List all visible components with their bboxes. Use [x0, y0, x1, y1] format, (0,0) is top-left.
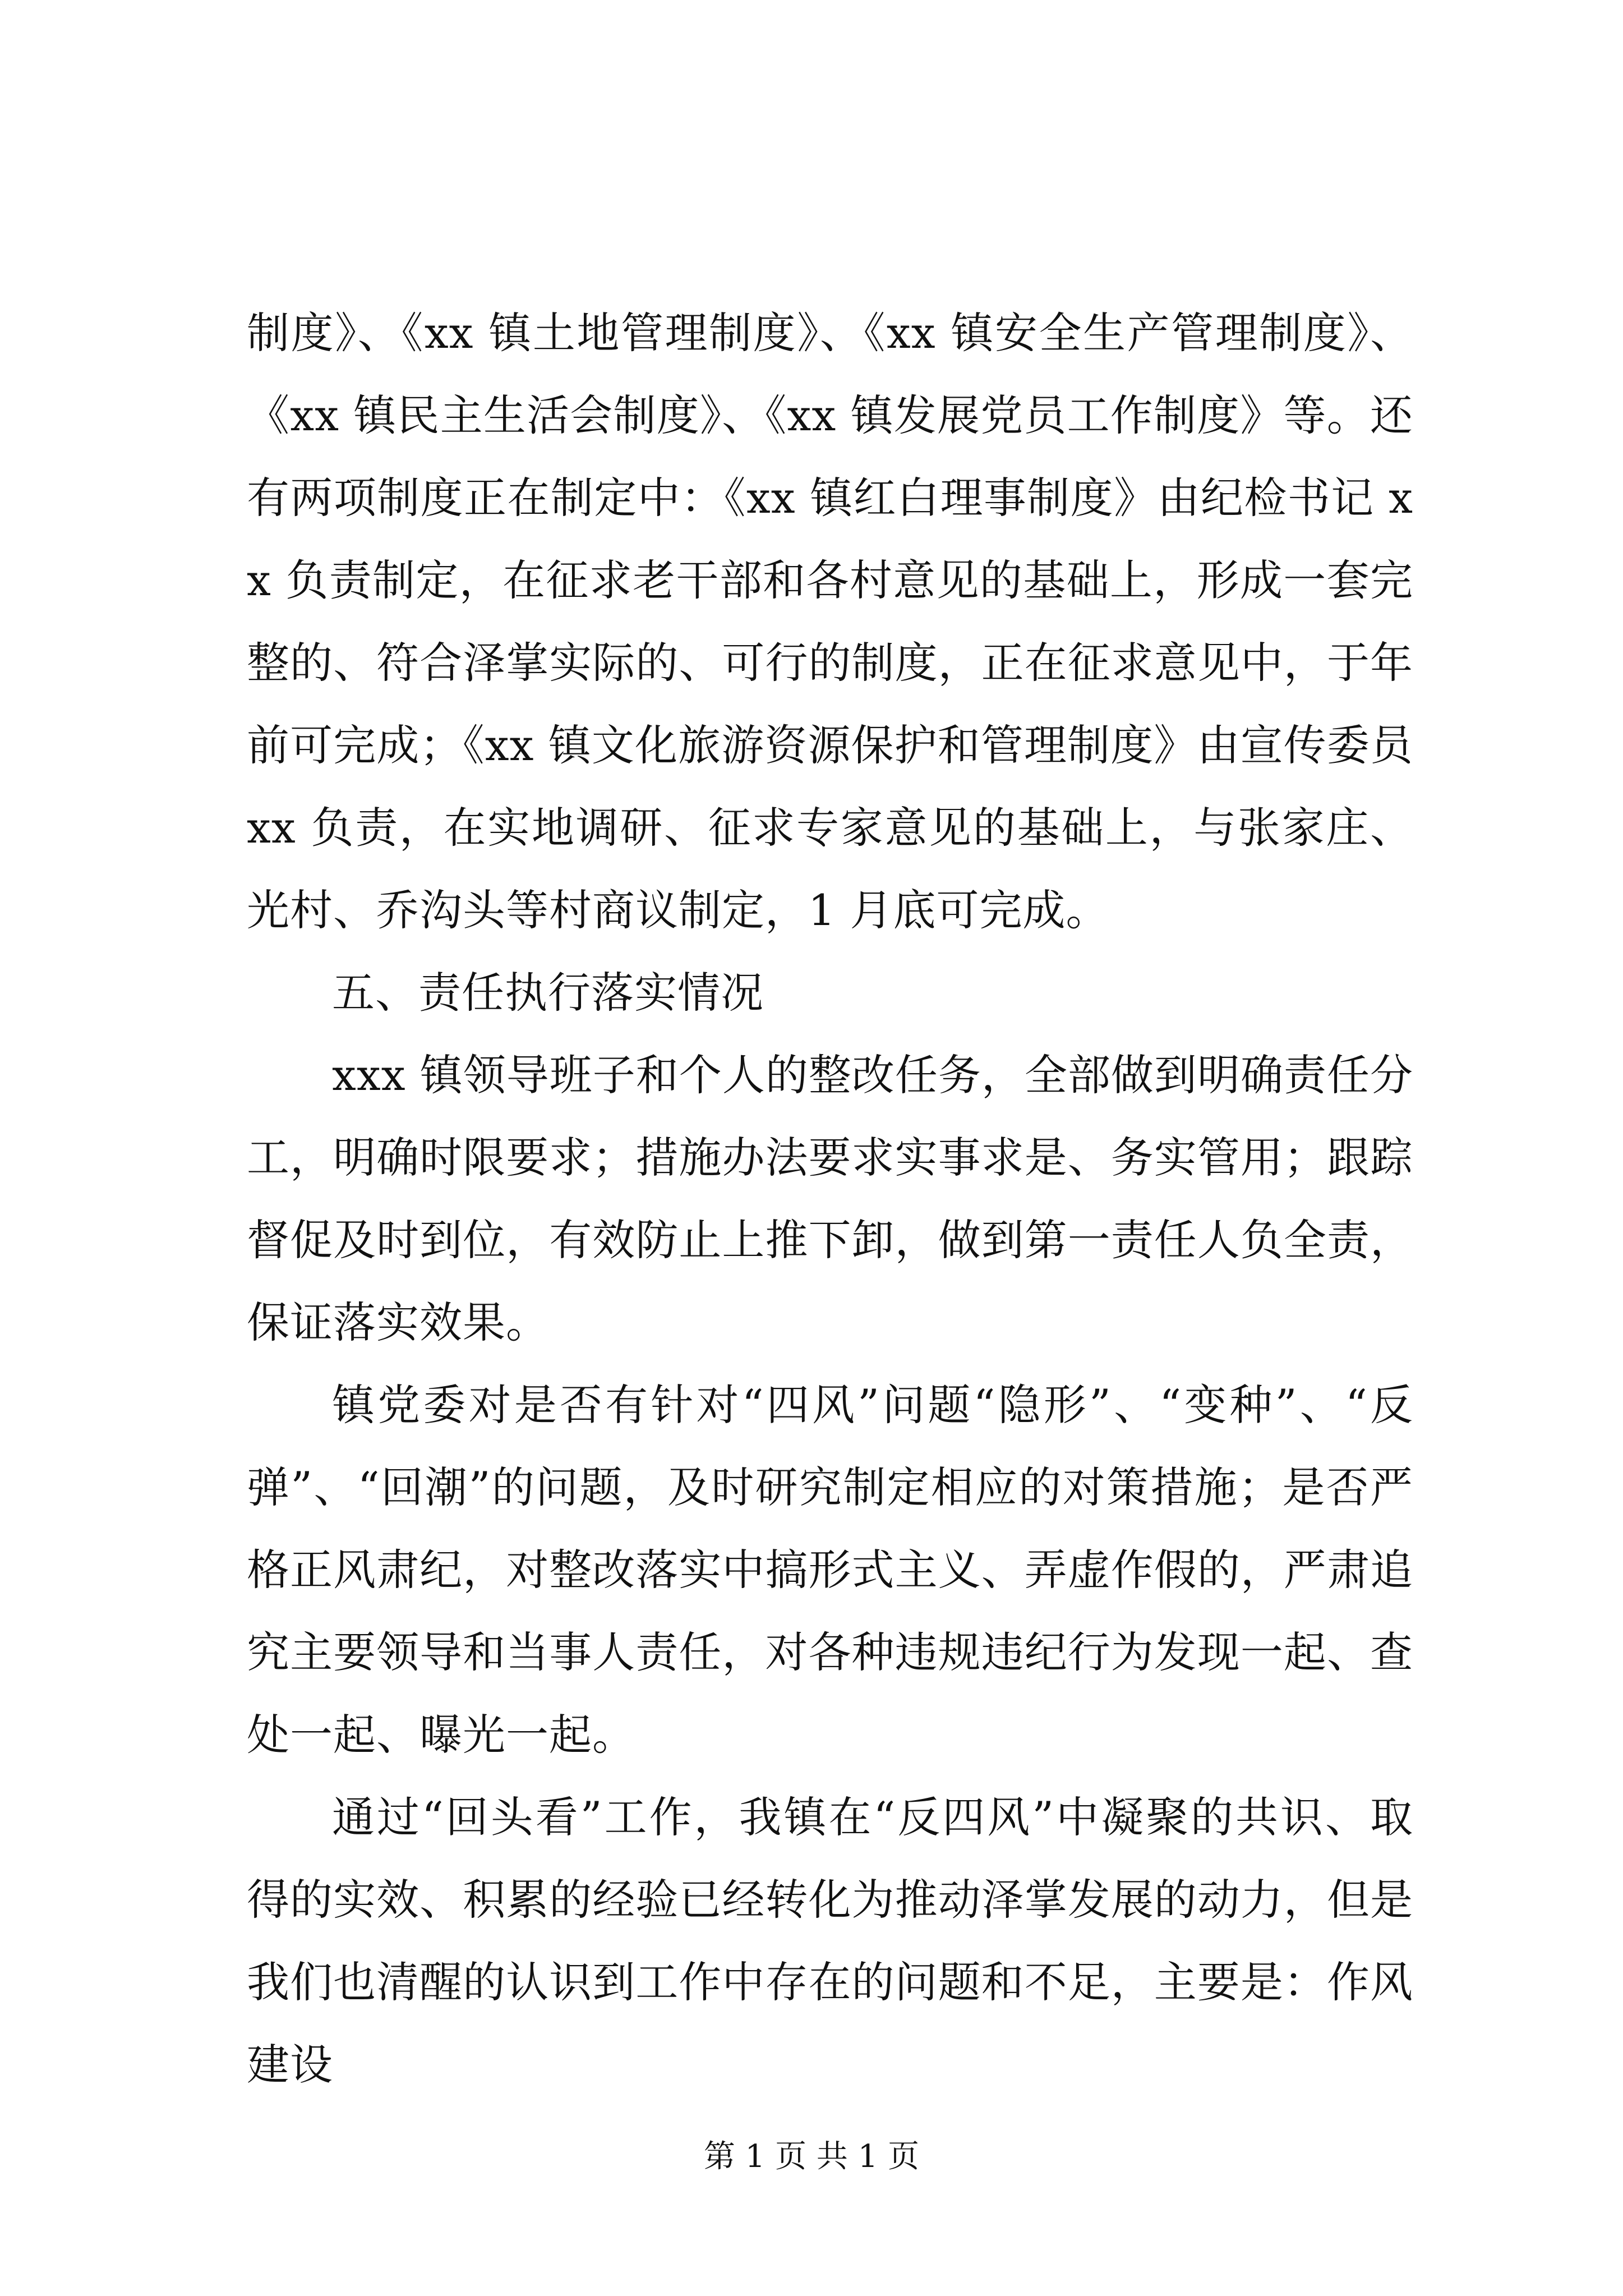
- paragraph: 通过“回头看”工作，我镇在“反四风”中凝聚的共识、取得的实效、积累的经验已经转化为推动泽掌发展的动力，但是我们也清醒的认识到工作中存在的问题和不足，主要是：作风建设: [247, 1792, 1413, 2090]
- section-heading: 五、责任执行落实情况: [332, 968, 764, 1018]
- paragraph: 镇党委对是否有针对“四风”问题“隐形”、“变种”、“反弹”、“回潮”的问题，及时研究制定相应的对策措施；是否严格正风肃纪，对整改落实中搞形式主义、弄虚作假的，严肃追究主要领导和当事人责任，对各种违规违纪行为发现一起、查处一起、曝光一起。: [247, 1380, 1413, 1760]
- paragraph: xxx 镇领导班子和个人的整改任务，全部做到明确责任分工，明确时限要求；措施办法要求实事求是、务实管用；跟踪督促及时到位，有效防止上推下卸，做到第一责任人负全责，保证落实效果。: [247, 1050, 1413, 1347]
- paragraph-continued: 制度》、《xx 镇土地管理制度》、《xx 镇安全生产管理制度》、《xx 镇民主生活会制度》、《xx 镇发展党员工作制度》等。还有两项制度正在制定中：《xx 镇红白理事制度》由纪检书记 xx 负责制定，在征求老干部和各村意见的基础上，形成一套完整的、符合泽掌实际的、可行的制度，正在征求意见中，于年前可完成；《xx 镇文化旅游资源保护和管理制度》由宣传委员 xx 负责，在实地调研、征求专家意见的基础上，与张家庄、光村、乔沟头等村商议制定，1 月底可完成。: [247, 308, 1413, 935]
- page-footer: 第 1 页 共 1 页: [703, 2138, 920, 2175]
- document-body: [247, 292, 1413, 2106]
